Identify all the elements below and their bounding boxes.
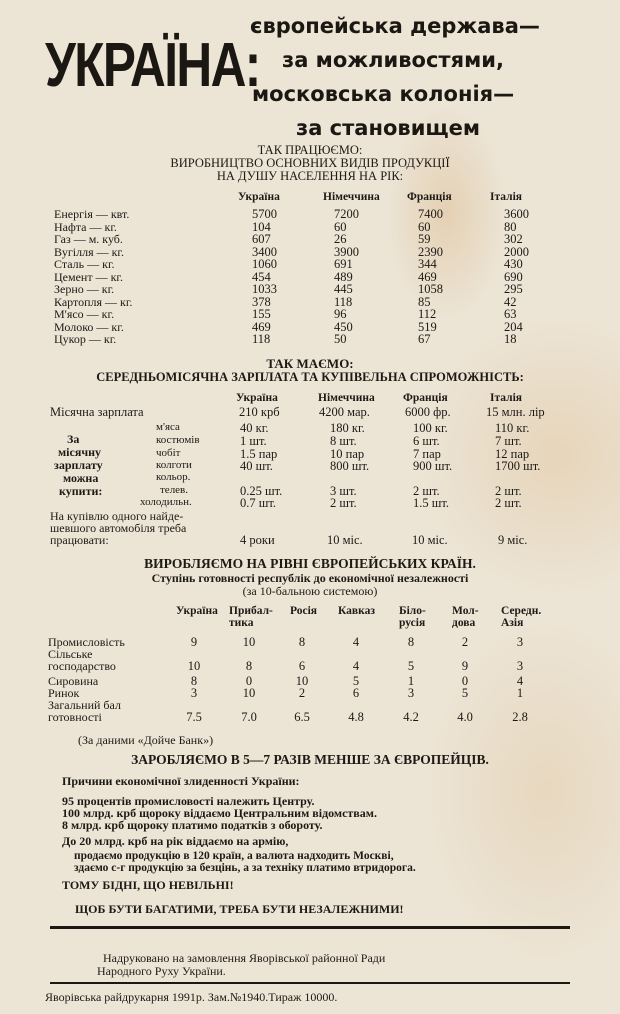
col-header: Італія: [490, 392, 522, 404]
section3-heading: ВИРОБЛЯЄМО НА РІВНІ ЄВРОПЕЙСЬКИХ КРАЇН.: [144, 556, 476, 571]
col-header: Прибал-: [229, 605, 273, 617]
table-cell: 295: [504, 282, 523, 296]
col-header: Мол-: [452, 605, 479, 617]
table-cell: 155: [252, 307, 271, 321]
table-cell: 40 шт.: [240, 459, 273, 473]
table-cell: 690: [504, 269, 523, 284]
conclusion: ТОМУ БІДНІ, ЩО НЕВІЛЬНІ!: [62, 878, 234, 892]
table-cell: 4: [352, 659, 360, 673]
buy-label: За: [67, 432, 80, 446]
table-cell: 469: [418, 269, 437, 284]
table-cell: 8: [407, 635, 415, 649]
table-cell: 12 пар: [495, 447, 530, 461]
buy-label: можна: [63, 471, 99, 485]
table-cell: 519: [418, 319, 437, 334]
col-header: Середн.: [501, 605, 542, 617]
row-label: Сільське: [48, 647, 93, 661]
divider: [50, 926, 570, 929]
source-note: (За даними «Дойче Банк»): [78, 733, 214, 747]
divider: [50, 982, 570, 984]
table-cell: 7 шт.: [495, 434, 522, 448]
salary-value: 4200 мар.: [319, 405, 370, 419]
table-cell: 2.8: [512, 710, 528, 724]
table-cell: 607: [252, 232, 271, 246]
table-cell: 4: [352, 635, 360, 649]
table-cell: 3 шт.: [330, 484, 357, 498]
table-cell: 5: [461, 686, 469, 700]
table-cell: 10 пар: [330, 447, 365, 461]
row-label: Енергія — квт.: [54, 207, 130, 221]
table-cell: 2 шт.: [330, 496, 357, 510]
section1-subheading: ВИРОБНИЦТВО ОСНОВНИХ ВИДІВ ПРОДУКЦІЇ: [170, 156, 450, 170]
table-cell: 1.5 шт.: [413, 496, 450, 510]
col-header: Україна: [176, 605, 218, 617]
table-cell: 5: [352, 674, 360, 688]
footer-line: Надруковано на замовлення Яворівської районної Ради: [103, 951, 386, 965]
table-cell: 469: [252, 319, 271, 334]
row-label: Цукор — кг.: [54, 332, 117, 346]
table-cell: 7400: [418, 207, 443, 221]
table-cell: 1700 шт.: [495, 459, 541, 473]
table-cell: 10: [187, 659, 201, 673]
section1-heading: ТАК ПРАЦЮЄМО:: [257, 143, 363, 157]
table-cell: 26: [334, 232, 347, 246]
section1-subheading-2: НА ДУШУ НАСЕЛЕННЯ НА РІК:: [216, 169, 404, 183]
row-label: Нафта — кг.: [54, 219, 117, 234]
table-cell: 1: [516, 686, 524, 700]
buy-label: купити:: [59, 484, 103, 498]
item-label: кольор.: [156, 471, 191, 483]
table-cell: 454: [252, 269, 271, 284]
table-cell: 2390: [418, 244, 443, 259]
cause-line: здаємо с-г продукцію за безцінь, а за техніку платимо втридорога.: [74, 862, 416, 874]
salary-label: Місячна зарплата: [50, 405, 144, 419]
section2-subheading: СЕРЕДНЬОМІСЯЧНА ЗАРПЛАТА ТА КУПІВЕЛЬНА СПРОМОЖНІСТЬ:: [96, 370, 524, 384]
table-cell: 60: [418, 219, 431, 234]
row-label: готовності: [48, 710, 102, 724]
car-text: На купівлю одного найде-: [50, 509, 184, 523]
row-label: Сталь — кг.: [54, 257, 115, 271]
row-label: Цемент — кг.: [54, 269, 123, 284]
col-header: Німеччина: [323, 191, 380, 203]
table-cell: 3: [407, 686, 415, 700]
row-label: Промисловість: [48, 635, 125, 649]
col-header: Азія: [501, 617, 524, 629]
table-cell: 0: [245, 674, 253, 688]
table-cell: 2000: [504, 244, 529, 259]
table-cell: 10: [242, 635, 256, 649]
row-label: господарство: [48, 659, 116, 673]
table-cell: 7.5: [186, 710, 202, 724]
main-title: УКРАЇНА:: [45, 31, 260, 100]
car-value: 10 міс.: [412, 533, 448, 547]
col-header: Росія: [290, 605, 318, 617]
section3-subheading-2: (за 10-бальною системою): [242, 584, 378, 598]
table-cell: 40 кг.: [240, 421, 269, 435]
footer-line: Народного Руху України.: [97, 964, 226, 978]
table-cell: 6 шт.: [413, 434, 440, 448]
table-cell: 10: [242, 686, 256, 700]
table-cell: 100 кг.: [413, 421, 448, 435]
col-header: Україна: [236, 392, 278, 404]
section4-heading: ЗАРОБЛЯЄМО В 5—7 РАЗІВ МЕНШЕ ЗА ЄВРОПЕЙЦІВ.: [131, 752, 489, 767]
table-cell: 1058: [418, 282, 443, 296]
table-cell: 3600: [504, 207, 529, 221]
table-cell: 42: [504, 294, 517, 309]
table-cell: 104: [252, 219, 271, 234]
table-cell: 4.8: [348, 710, 364, 724]
table-cell: 4: [516, 674, 524, 688]
table-cell: 4.2: [403, 710, 419, 724]
col-header: Біло-: [399, 605, 426, 617]
table-cell: 3400: [252, 244, 277, 259]
col-header: Кавказ: [338, 605, 375, 617]
table-cell: 302: [504, 232, 523, 246]
table-cell: 4.0: [457, 710, 473, 724]
table-cell: 180 кг.: [330, 421, 365, 435]
item-label: колготи: [156, 459, 192, 471]
salary-value: 15 млн. лір: [486, 405, 545, 419]
table-cell: 9: [190, 635, 198, 649]
buy-label: зарплату: [54, 458, 103, 472]
item-label: м'яса: [156, 421, 180, 433]
table-cell: 900 шт.: [413, 459, 453, 473]
cause-line: 100 млрд. крб щороку віддаємо Центральним відомствам.: [62, 806, 377, 820]
table-cell: 6: [352, 686, 360, 700]
row-label: Газ — м. куб.: [54, 232, 123, 246]
car-text: шевшого автомобіля треба: [50, 521, 187, 535]
table-cell: 1060: [252, 257, 277, 271]
slogan: ЩОБ БУТИ БАГАТИМИ, ТРЕБА БУТИ НЕЗАЛЕЖНИМИ!: [75, 902, 404, 916]
item-label: чобіт: [156, 447, 181, 459]
row-label: М'ясо — кг.: [54, 307, 115, 321]
row-label: Ринок: [48, 686, 80, 700]
table-cell: 7.0: [241, 710, 257, 724]
table-cell: 110 кг.: [495, 421, 530, 435]
table-cell: 59: [418, 232, 431, 246]
col-header: русія: [399, 617, 426, 629]
table-cell: 63: [504, 307, 517, 321]
table-cell: 10: [295, 674, 309, 688]
col-header: Україна: [238, 191, 280, 203]
row-label: Зерно — кг.: [54, 282, 115, 296]
col-header: Німеччина: [318, 392, 375, 404]
table-cell: 1.5 пар: [240, 447, 278, 461]
header-line-3: московська колонія—: [252, 82, 515, 106]
table-cell: 18: [504, 332, 517, 346]
row-label: Загальний бал: [48, 698, 121, 712]
table-cell: 112: [418, 307, 437, 321]
header-line-2: за можливостями,: [282, 48, 504, 72]
table-cell: 2 шт.: [495, 496, 522, 510]
table-cell: 691: [334, 257, 353, 271]
table-cell: 0: [461, 674, 469, 688]
causes-title: Причини економічної злиденності України:: [62, 774, 300, 788]
table-cell: 800 шт.: [330, 459, 370, 473]
col-header: Італія: [490, 191, 522, 203]
table-cell: 118: [252, 332, 271, 346]
row-label: Сировина: [48, 674, 99, 688]
table-cell: 3: [516, 635, 524, 649]
car-value: 4 роки: [240, 533, 275, 547]
table-cell: 2 шт.: [413, 484, 440, 498]
table-cell: 2 шт.: [495, 484, 522, 498]
item-label: костюмів: [156, 434, 200, 446]
table-cell: 85: [418, 294, 431, 309]
col-header: Франція: [403, 392, 448, 404]
table-cell: 80: [504, 219, 517, 234]
table-cell: 204: [504, 319, 523, 334]
table-cell: 5: [407, 659, 415, 673]
table-cell: 96: [334, 307, 347, 321]
cause-line: До 20 млрд. крб на рік віддаємо на армію,: [62, 834, 289, 848]
buy-label: місячну: [58, 445, 102, 459]
table-cell: 1 шт.: [240, 434, 267, 448]
table-cell: 3: [516, 659, 524, 673]
cause-line: 95 процентів промисловості належить Центру.: [62, 794, 315, 808]
row-label: Вугілля — кг.: [54, 244, 124, 259]
table-cell: 489: [334, 269, 353, 284]
table-cell: 3: [190, 686, 198, 700]
row-label: Молоко — кг.: [54, 319, 124, 334]
table-cell: 1033: [252, 282, 277, 296]
table-cell: 50: [334, 332, 347, 346]
salary-value: 210 крб: [239, 405, 280, 419]
table-cell: 5700: [252, 207, 277, 221]
table-cell: 6.5: [294, 710, 310, 724]
table-cell: 9: [461, 659, 469, 673]
row-label: Картопля — кг.: [54, 294, 133, 309]
table-cell: 8: [298, 635, 306, 649]
table-cell: 378: [252, 294, 271, 309]
table-cell: 60: [334, 219, 347, 234]
table-cell: 2: [298, 686, 306, 700]
table-cell: 7200: [334, 207, 359, 221]
col-header: тика: [229, 617, 254, 629]
table-cell: 118: [334, 294, 353, 309]
table-cell: 1: [407, 674, 415, 688]
table-cell: 7 пар: [413, 447, 441, 461]
table-cell: 430: [504, 257, 523, 271]
table-cell: 0.25 шт.: [240, 484, 283, 498]
car-value: 10 міс.: [327, 533, 363, 547]
table-cell: 8 шт.: [330, 434, 357, 448]
header-line-1: європейська держава—: [250, 14, 540, 38]
table-cell: 450: [334, 319, 353, 334]
imprint: Яворівська райдрукарня 1991р. Зам.№1940.Тираж 10000.: [45, 990, 338, 1004]
item-label: холодильн.: [140, 496, 192, 508]
section3-subheading: Ступінь готовності республік до економічної незалежності: [151, 571, 469, 585]
table-cell: 344: [418, 257, 437, 271]
table-cell: 3900: [334, 244, 359, 259]
car-text: працювати:: [50, 533, 109, 547]
item-label: телев.: [160, 484, 189, 496]
table-cell: 8: [245, 659, 253, 673]
table-cell: 67: [418, 332, 431, 346]
table-cell: 445: [334, 282, 353, 296]
table-cell: 0.7 шт.: [240, 496, 277, 510]
col-header: дова: [452, 617, 476, 629]
cause-line: 8 млрд. крб щороку платимо податків з обороту.: [62, 818, 323, 832]
table-cell: 8: [190, 674, 198, 688]
car-value: 9 міс.: [498, 533, 528, 547]
header-line-4: за становищем: [296, 116, 481, 140]
table-cell: 6: [298, 659, 306, 673]
cause-line: продаємо продукцію в 120 країн, а валюта надходить Москві,: [74, 850, 394, 862]
table-cell: 2: [461, 635, 469, 649]
salary-value: 6000 фр.: [405, 405, 451, 419]
section2-heading: ТАК МАЄМО:: [266, 356, 354, 371]
col-header: Франція: [407, 191, 452, 203]
